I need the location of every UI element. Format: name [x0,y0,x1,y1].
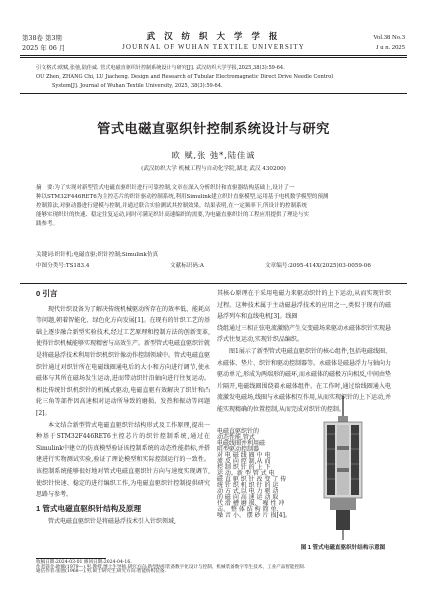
figure-caption: 图 1 管式电磁直驱织针结构示意图 [300,545,386,551]
header-rule [20,55,407,56]
wrap-line: 流 反 向 控 制,从 而 [217,458,271,465]
right-paragraph-3: 图1展示了新型管式电磁直驱织针的核心组件,包括电磁线圈、永磁体、垫片、织针和驱动控制器等。永磁体是磁悬浮力与轴向力驱动单元,形成为两端形的磁环,而永磁体的磁极方向相反,中间由垫片隔开,电磁线圈围绕着永磁体组件。在工作时,通过给线圈通入电流激发电磁场,线圈与永磁体相互作用,从而实现织针的上下运动,并能实现精确的位置控制,从而完成对织针的控制。 [217,347,391,413]
abstract-rule [20,283,407,284]
permanent-magnet [337,425,349,495]
left-column [36,291,210,528]
wrap-line: 动 方 式,以 电 力 驱 动 [217,488,279,495]
paper-title: 管式电磁直驱织针控制系统设计与研究 [97,122,330,137]
volume-issue-cn: 第38卷 第3期 [22,34,62,42]
wrap-line: 控 制 织 针 的 上 下 [217,464,271,471]
right-paragraph-2: 绕组通过三相正弦电流激励产生交变磁场来驱动永磁体织针实现悬浮式往复运动,实现针织品编织。 [217,324,392,344]
citation-line-1: 引文格式:欧赋,张弛,陆佳诚. 管式电磁直驱织针控制系统设计与研究[J]. 武汉纺织大学学报,2025,38(3):59-64. [36,65,285,71]
wrap-line: 击、 整 体 结 构 简 单、 [217,506,283,513]
paper-affiliation: (武汉纺织大学 机械工程与自动化学院,湖北 武汉 430200) [141,166,286,172]
figure-wrap-text [217,428,291,519]
footnote-received: 收稿日期:2024-03-01 修回日期:2024-04-16. [36,560,132,565]
abstract-line-3: 控制算法,对驱动器进行建模与控制,并通过联合实验测试其控制效果。结果表明,在一定频率下,所设计的控制系统 [36,203,307,209]
header-rule-thin [20,57,407,58]
keywords: 关键词:织针机;电磁直驱;织针控制;Simulink仿真 [36,252,159,258]
driver-controller [336,510,350,530]
intro-paragraph-2: 本文结合新型管式电磁直驱织针结构形式及工作原理,提出一种基于STM32F446RET6主控芯片的织针控制系统,通过在Simulink中建立的仿真模型验证该控制系统的动态性能指标,并搭建进行实物测试实验,验证了理论模型和实际控制运行的一致性。该控制系统能够很好地对管式电磁直驱织针方向与速度实现调节,使织针快速、稳定的进行编织工作,为电磁直驱织针控制提供研究思路与参考。 [36,421,210,499]
intro-paragraph-1: 现代针织设备为了解决传统机械驱动所存在的效率低、能耗高等问题,朝着智能化、绿色化方向发展[1]。在现有的针织工艺的基础上逐步融合新型实验技术,经过工艺原理和控制方法的创新变革,使得针织机械能够实现精密与高效生产。新型管式电磁直驱织针就是将磁悬浮技术利用针织机织针像动作控制领域中。管式电磁直驱织针通过对织针所在电磁线圈通电后的大小和方向进行调节,使永磁体与其所在磁场发生运动,进而带动织针沿轴向进行往复运动。相比传统针织机织针的机械式驱动,电磁直驱有效解决了织针和凸轮三角等部件因高速相对运动所导致的磨损、发热和振动等问题[2]。 [36,305,211,417]
abstract-line-4: 能够实现织针的快速、稳定往复运动,同时可满足织针高速编织的需要,为电磁直驱织针的工程应用提供了理论与实 [36,212,310,218]
journal-title-cn: 武 汉 纺 织 大 学 学 报 [146,32,281,42]
wrap-line: 阻型驱动控制器 [217,446,260,453]
abstract-line-2: 种以STM32F446RET6为主控芯片的织针驱动控制系统,利用Simulink建立织针直驱模型,运用基于电机数学模型的预测 [36,194,329,200]
structure-paragraph: 管式电磁直驱织针是将磁悬浮技术引入针织领域, [48,518,176,526]
footnote-rule [36,558,106,559]
wrap-line: 统 针 织 机 织 针 的 运 [217,482,279,489]
coil-left [327,425,335,495]
wrap-line: 的 磁 向 高 速 运 动 取 [217,494,279,501]
wrap-line: 运 动。新 型 管 式 电 [217,470,275,477]
citation-line-3: System[J]. Journal of Wuhan Textile University, 2025, 38(3):59-64. [52,83,223,89]
footnote-corresponding: 通信作者:张弛(1968—),男,硕士研究生,研究方向:智能纺织装备. [36,569,166,575]
footnote-author: 作者简介:欧赋(1979—),男,教授,博士生导师,研究方向:新型纺织装备数字化设计与控制、机械装备数字孪生技术、工业产品智能控制. [36,564,306,570]
footnotes [36,561,396,575]
journal-title-en: JOURNAL OF WUHAN TEXTILE UNIVERSITY [122,44,305,51]
section-heading-structure: 1 管式电磁直驱织针结构及原理 [36,503,142,513]
paper-authors: 欧 赋,张 弛*,陆佳诚 [171,150,256,160]
wrap-line: 电磁线圈并利用磁 [217,440,266,447]
citation-rule [20,93,407,94]
wrap-line: 对 电 磁 线 圈 中 电 [217,452,271,459]
wrap-line: 动态性能,管式 [217,434,255,441]
clc-number: 中图分类号:TS183.4 [36,263,90,269]
wrap-line: 电磁直驱织针的 [217,428,260,435]
date-cn: 2025 年 06 月 [22,44,66,52]
spacer [337,446,349,450]
volume-issue-en: Vol.38 No.3 [373,34,405,41]
abstract-line-1: 摘 要:为了实现对新型管式电磁直驱织针进行可靠控制,文章在深入分析织针和直驱器结构基础上,设计了一 [36,185,295,191]
figure-needle-structure [300,394,386,542]
needle-top-block [338,416,348,422]
article-number: 文章编号:2095-414X(2025)03-0059-06 [265,263,371,269]
date-en: J u n. 2025 [376,44,405,51]
base-block [330,498,356,510]
spacer [337,468,349,472]
coil-right [351,425,359,495]
abstract-line-5: 践参考。 [36,221,59,227]
section-heading-intro: 0 引言 [36,289,58,298]
wrap-line: 噪 音 小、 摆 砂 片 损[4]。 [217,512,291,519]
right-paragraph-1: 其核心原理在于采用电磁力来驱动织针的上下运动,从而实现针织过程。这种技术属于主动磁悬浮技术的应用之一,类似于现有的磁悬浮列车和直线电机[3]。线圈 [217,290,391,321]
document-code: 文献标识码:A [170,263,204,269]
wrap-line: 磁 直 驱 织 针 改 变 了 传 [217,476,287,483]
citation-line-2: OU Zhen, ZHANG Chi, LU Jiacheng. Design and Research of Tubular Electromagnetic Direct Drive Needle Control [36,74,333,80]
wrap-line: 代 滑 槽 磨 损、 噪 性 冲 [217,500,285,507]
